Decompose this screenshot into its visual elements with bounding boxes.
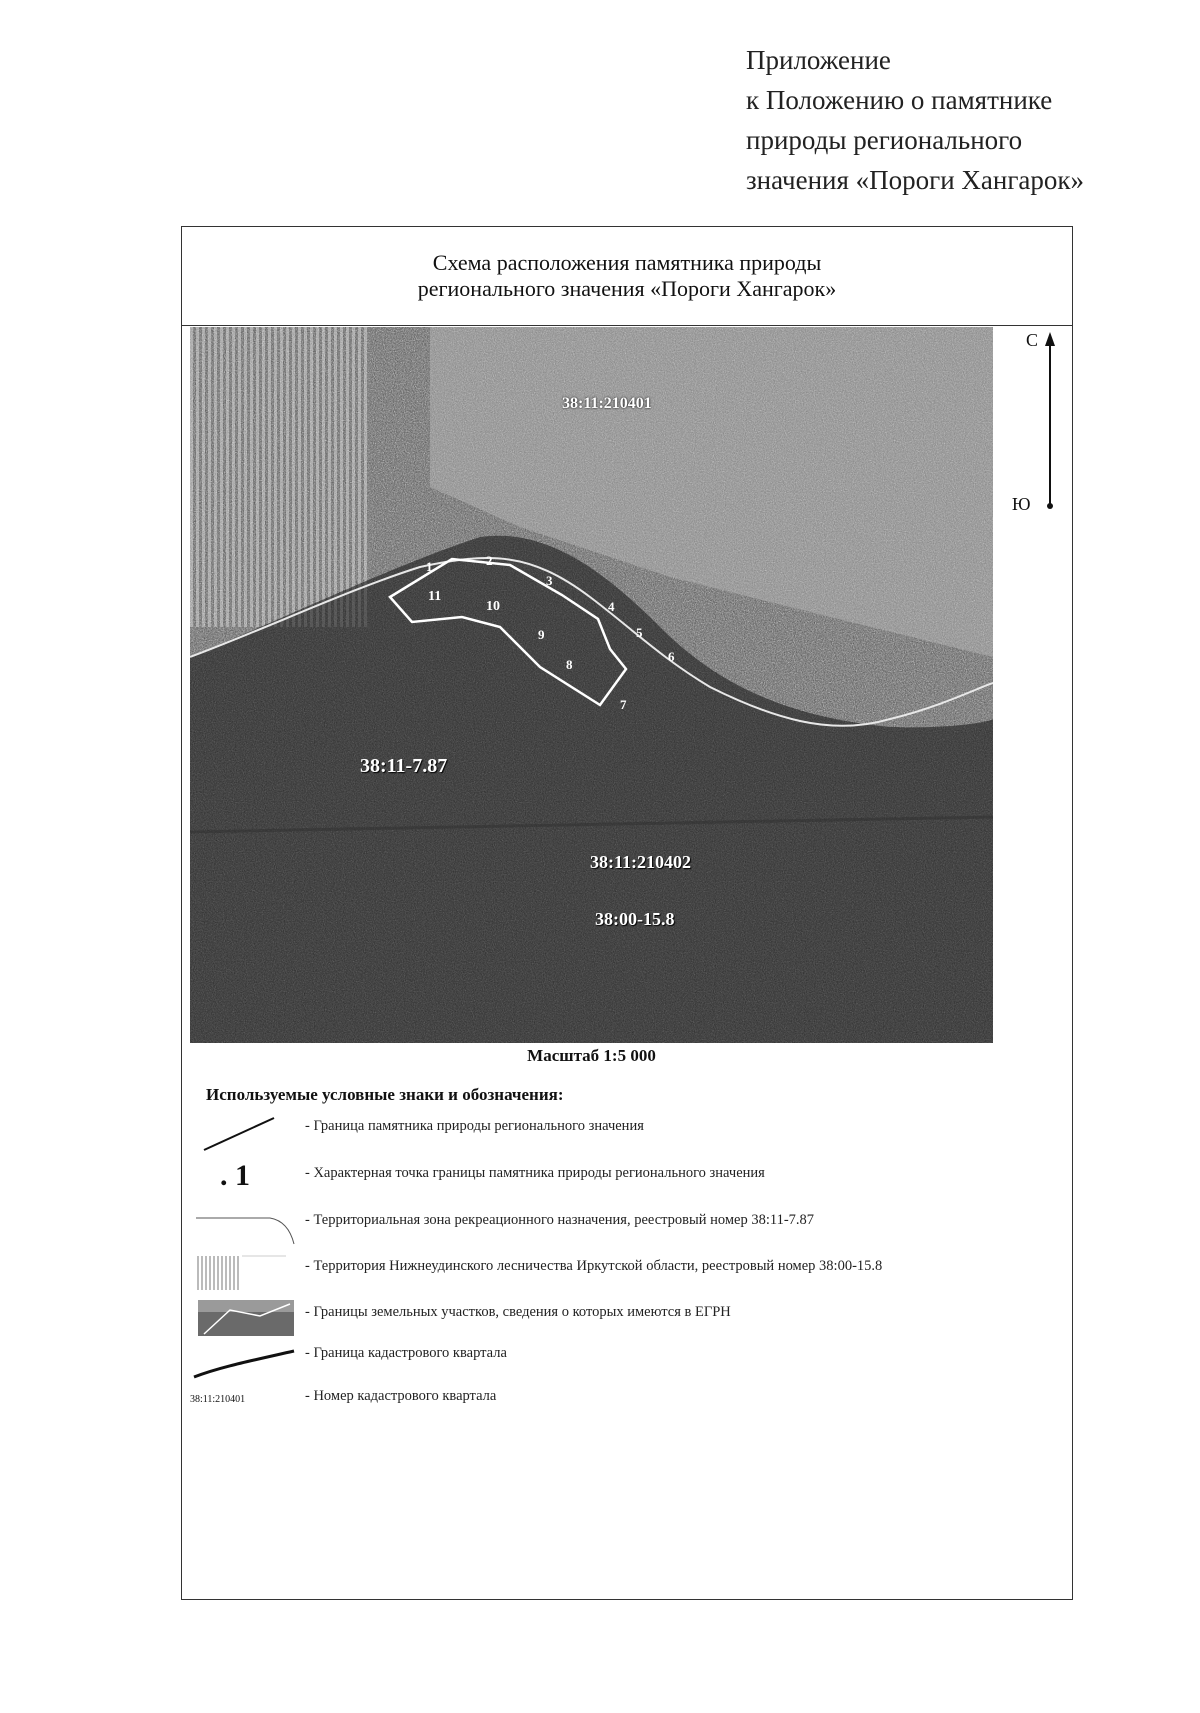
north-arrow <box>1012 330 1070 530</box>
legend-text: - Границы земельных участков, сведения о которых имеются в ЕГРН <box>305 1304 731 1320</box>
boundary-point: 4 <box>608 599 615 614</box>
map-label-quarter-south: 38:11:210402 <box>590 852 691 872</box>
striped-area <box>190 327 370 627</box>
legend-item <box>190 1296 1070 1340</box>
legend-item <box>190 1337 1070 1381</box>
legend-item <box>190 1250 1070 1294</box>
legend-item <box>190 1157 1070 1201</box>
legend-title: Используемые условные знаки и обозначения: <box>206 1085 564 1104</box>
map-scale: Масштаб 1:5 000 <box>527 1046 656 1065</box>
quarter-number-symbol: 38:11:210401 <box>190 1394 246 1405</box>
land-plots-icon <box>190 1296 300 1340</box>
recreation-zone-icon <box>190 1204 300 1248</box>
legend-text: - Характерная точка границы памятника природы регионального значения <box>305 1165 765 1181</box>
legend-text: - Граница памятника природы регионального значения <box>305 1118 644 1134</box>
legend-item <box>190 1110 1070 1154</box>
appendix-line: природы регионального <box>746 125 1023 155</box>
map-label-zone: 38:11-7.87 <box>360 755 448 777</box>
scheme-title <box>181 226 1073 326</box>
boundary-point: 10 <box>486 599 500 614</box>
north-label: С <box>1026 330 1039 350</box>
legend-text: - Номер кадастрового квартала <box>305 1388 497 1404</box>
appendix-line: Приложение <box>746 45 891 75</box>
legend-item <box>190 1380 1070 1424</box>
point-marker-icon <box>190 1157 300 1201</box>
map-canvas <box>190 327 993 1043</box>
south-label: Ю <box>1012 494 1031 514</box>
boundary-point: 6 <box>668 649 675 664</box>
appendix-header <box>746 40 1166 200</box>
appendix-line: к Положению о памятнике <box>746 85 1053 115</box>
map-label-quarter-north: 38:11:210401 <box>562 395 652 412</box>
satellite-map[interactable] <box>190 327 993 1043</box>
boundary-point: 11 <box>428 589 442 604</box>
boundary-line-icon <box>190 1110 300 1154</box>
quarter-number-icon <box>190 1380 300 1424</box>
legend-text: - Территория Нижнеудинского лесничества Иркутской области, реестровый номер 38:00-15.8 <box>305 1258 883 1274</box>
appendix-line: значения «Пороги Хангарок» <box>746 165 1085 195</box>
legend-text: - Граница кадастрового квартала <box>305 1345 507 1361</box>
boundary-point: 7 <box>620 697 627 712</box>
boundary-point: 9 <box>538 627 545 642</box>
boundary-point: 5 <box>636 625 643 640</box>
boundary-point: 1 <box>426 559 433 574</box>
boundary-point: 8 <box>566 657 573 672</box>
forestry-hatch-icon <box>190 1250 300 1294</box>
boundary-point: 3 <box>546 573 553 588</box>
scheme-title-line1: Схема расположения памятника природы <box>432 250 822 275</box>
legend-text: - Территориальная зона рекреационного назначения, реестровый номер 38:11-7.87 <box>305 1212 815 1228</box>
legend-item <box>190 1204 1070 1248</box>
scheme-title-line2: регионального значения «Пороги Хангарок» <box>417 276 837 301</box>
point-marker-symbol: . 1 <box>220 1159 250 1192</box>
boundary-point: 2 <box>486 553 493 568</box>
map-label-forestry: 38:00-15.8 <box>595 909 675 929</box>
cadastral-boundary-icon <box>190 1337 300 1381</box>
